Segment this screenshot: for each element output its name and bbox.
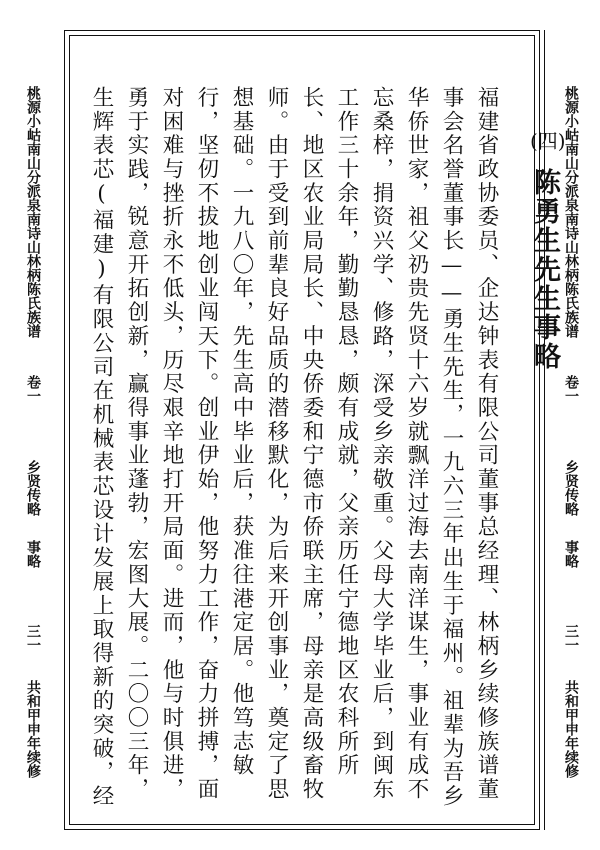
volume-label-left: 卷一 — [25, 375, 41, 403]
chapter-label-left: 乡贤传略 — [25, 460, 41, 516]
section-label-left: 事略 — [25, 540, 41, 568]
page-number-left: 三一 — [25, 624, 41, 652]
article-title: 陈勇生先生事略 — [529, 168, 560, 371]
volume-label: 卷一 — [563, 375, 579, 403]
book-title-left: 桃源小岵南山分派泉南诗山林柄陈氏族谱 — [25, 86, 41, 338]
section-label: 事略 — [563, 540, 579, 568]
chapter-label: 乡贤传略 — [563, 460, 579, 516]
edition-label: 共和甲申年续修 — [563, 680, 579, 778]
page-number: 三一 — [563, 624, 579, 652]
article-body — [84, 86, 504, 821]
book-title: 桃源小岵南山分派泉南诗山林柄陈氏族谱 — [563, 86, 579, 338]
body-paragraph: 福建省政协委员、企达钟表有限公司董事总经理、林柄乡续修族谱董事会名誉董事长——勇生先生，一九六三年出生于福州。祖辈为吾乡华侨世家，祖父礽贵先贤十六岁就飘洋过海去南洋谋生，事业有成不忘桑梓，捐资兴学、修路，深受乡亲敬重。父母大学毕业后，到闽东工作三十余年，勤勤恳恳，颇有成就，父亲历任宁德地区农科所所长、地区农业局局长、中央侨委和宁德市侨联主席，母亲是高级畜牧师。由于受到前辈良好品质的潜移默化，为后来开创事业，奠定了思想基础。一九八〇年，先生高中毕业后，获准往港定居。他笃志敏行，坚仞不拔地创业闯天下。创业伊始，他努力工作，奋力拼搏，面对困难与挫折永不低头，历尽艰辛地打开局面。进而，他与时俱进，勇于实践，锐意开拓创新，赢得事业蓬勃，宏图大展。二〇〇三年，生辉表芯(福建)有限公司在机械表芯设计发展上取得新的突破，经 — [89, 86, 499, 809]
section-marker: (四) — [530, 129, 566, 153]
edition-label-left: 共和甲申年续修 — [25, 680, 41, 778]
